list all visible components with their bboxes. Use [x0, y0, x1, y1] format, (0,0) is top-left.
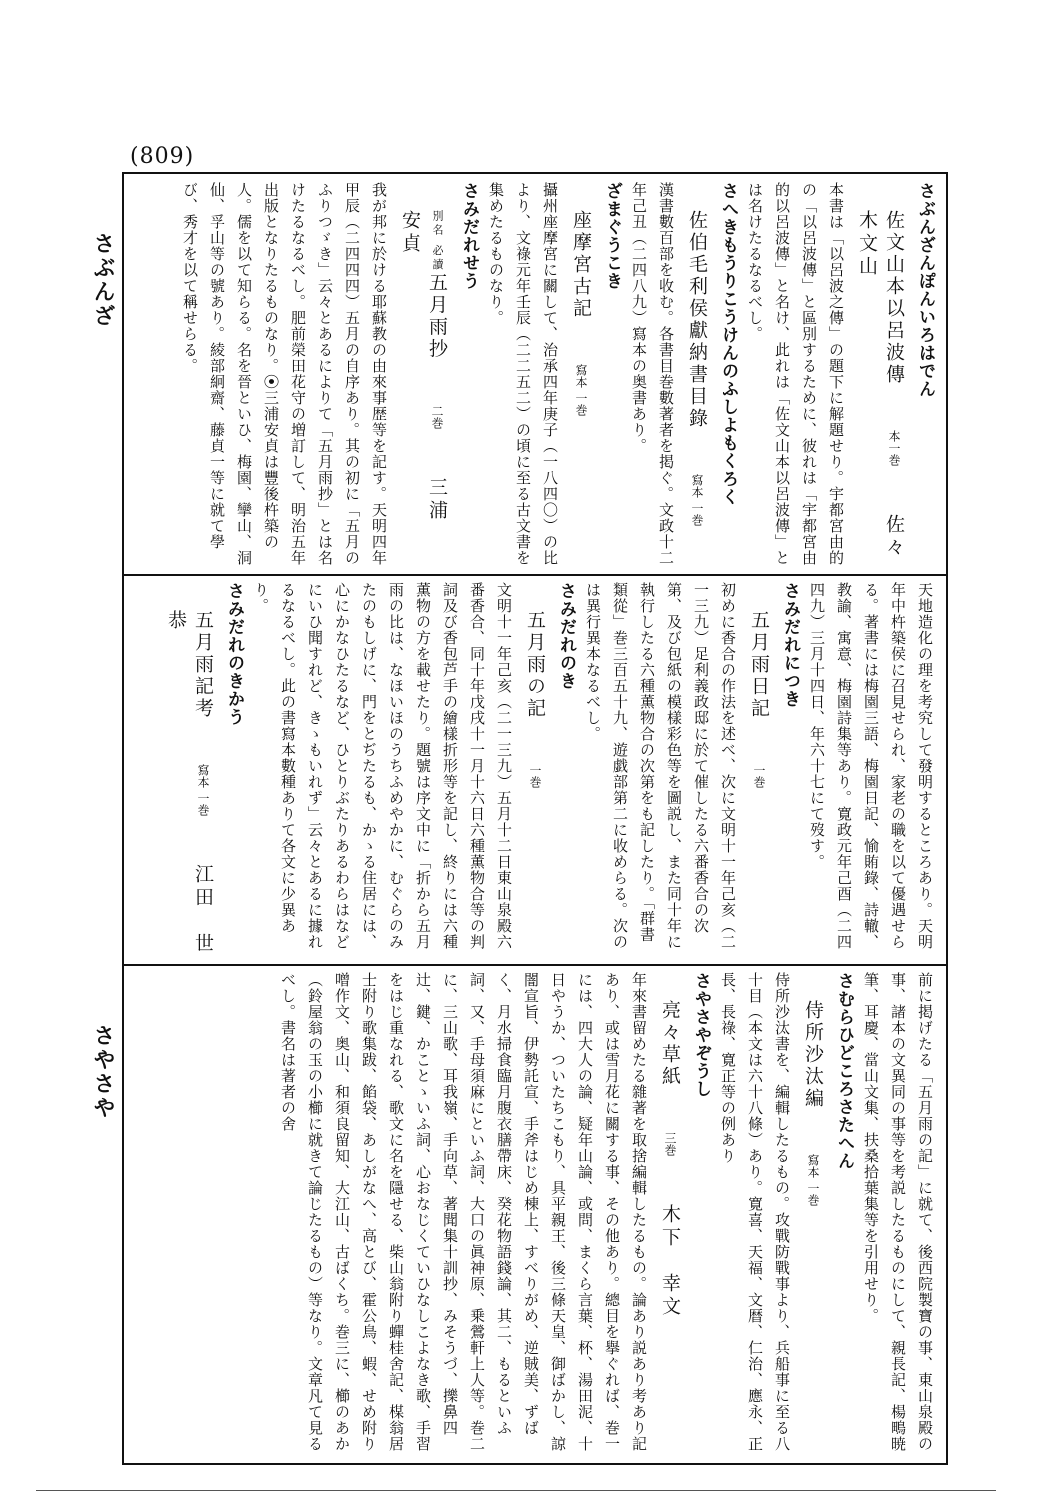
- entry-title: 座摩宮古記: [570, 210, 592, 320]
- entry-reading: さみだれせう: [459, 182, 479, 290]
- entry-volume-note: 寫本 一巻: [196, 764, 210, 816]
- entry-volume-note: 寫本 一巻: [806, 1154, 820, 1206]
- entry-volume-note: 寫本 一巻: [690, 474, 704, 526]
- entry-body: 漢書數百部を收む。各書目巻數著者を掲ぐ。文政十二年己丑（二四八九）寫本の奥書あり。: [630, 182, 675, 566]
- entry-reading: さへきもうりこうけんのふしよもくろく: [718, 182, 738, 506]
- entry-body: 初めに香合の作法を述べ、次に文明十一年己亥（二一三九）足利義政邸に於て催したる六番香合の次第、及び包紙の模樣彩色等を圖説し、また同十年に執行したる六種薫物合の次第をも記したり。「群書類從」巻三百五十九、遊戯部第二に收めらる。次のは異行異本なるべし。: [584, 582, 737, 950]
- entry-heading: [396, 182, 451, 568]
- entry-body: 文明十一年己亥（二一三九）五月十二日東山泉殿六番香合、同十年戊戌十一月十六日六種薫物合等の判詞及び香包芦手の繪樣折形等を記し、終りには六種薫物の方を載せたり。題號は序文中に「折から五月雨の比は、なほいほのうちふめやかに、むぐらのみたのもしげに、門をとぢたるも、かゝる住居には、心にかなひたるなど、ひとりぶたりあるわらはなどにいひ聞すれど、きゝもいれず」云々とあるに據れるなるべし。此の書寫本數種ありて各文に少異あり。: [252, 582, 513, 950]
- entry-heading: [853, 182, 907, 568]
- entry-volume-note: 一巻: [528, 764, 542, 788]
- entry-volume-note: 寫本 一巻: [574, 364, 588, 416]
- margin-label-bottom: さやさや: [90, 1024, 116, 1120]
- entry-body: 前に掲げたる「五月雨の記」に就て、後西院製寶の事、東山泉殿の事、諸本の文異同の事等を考説したるものにして、親長記、楊鴫暁筆、耳慶、當山文集、扶桑拾葉集等を引用せり。: [862, 972, 934, 1452]
- entry-alt-name: 別名 必讀: [431, 210, 444, 273]
- entry-volume-note: 一巻: [752, 764, 766, 788]
- entry-body: 攝州座摩宮に關して、治承四年庚子（一八四〇）の比より、文祿元年壬辰（二二五二）の頃に至る古文書を集めたるものなり。: [487, 182, 559, 566]
- entry-reading: さぶんざんぽんいろはでん: [915, 182, 935, 398]
- margin-label-top: さぶんざ: [90, 232, 116, 328]
- entry-body: 侍所沙汰書を、編輯したるもの。攻戰防戰事より、兵船事に至る八十目（本文は六十八條）あり。寛喜、天福、文暦、仁治、應永、正長、長祿、寛正等の例あり: [719, 972, 791, 1452]
- entry-heading: [745, 582, 772, 958]
- entry-author: 江田 世恭: [165, 610, 214, 956]
- entry-volume-note: 二巻: [430, 404, 444, 429]
- entry-author: 三浦 安貞: [399, 210, 448, 546]
- entry-title: 五月雨抄: [426, 272, 448, 361]
- band-middle: [134, 582, 938, 958]
- entry-title: 五月雨記考: [192, 610, 214, 720]
- entry-heading: [683, 182, 710, 568]
- entry-volume-note: 本一巻: [887, 430, 901, 466]
- entry-volume-note: 三巻: [663, 1132, 677, 1156]
- page-frame: [122, 172, 948, 1465]
- entry-reading: さむらひどころさたへん: [834, 972, 854, 1170]
- entry-reading: ざまぐうこき: [602, 182, 622, 290]
- entry-title: 侍所沙汰編: [802, 1000, 824, 1110]
- entry-body: 年來書留めたる雜著を取捨編輯したるもの。論あり説あり考あり記あり、或は雪月花に關する事、その他あり。總目を擧ぐれば、巻一には、四大人の論、疑年山論、或問、まくら言葉、杯、湯田泥、十日やうか、ついたちこもり、具平親王、後三條天皇、御ばかし、諒闇宣旨、伊勢託宣、手斧はじめ棟上、すべりがめ、逆賊美、ずばく、月水掃食臨月腹衣膳帶床、癸花物語錢論、其二、もるといふ詞、又、手母須麻にといふ詞、大口の眞神原、乗鶯軒上人等。巻二に、三山歌、耳我嶺、手向草、著聞集十訓抄、みそうづ、擽鼻四辻、鍵、かことゝいふ詞、心おなじくていひなしこよなき歌、手習をはじ重なれる、歌文に名を隱せる、柴山翁附り蟬桂舍記、楳翁居士附り歌集跋、餡袋、あしがなへ、高とび、霍公鳥、蝦、せめ附り噌作文、奥山、和須良留知、大江山、古ばくち。巻三に、櫛のあか（鈴屋翁の玉の小櫛に就きて論じたるもの）等なり。文章凡て見るべし。書名は著者の舍: [279, 972, 648, 1452]
- entry-author: 木下 幸文: [659, 1204, 681, 1319]
- band-bottom: [134, 972, 938, 1458]
- page-number: (809): [130, 144, 195, 169]
- entry-reading: さみだれのき: [556, 582, 576, 690]
- entry-title: 佐伯毛利侯獻納書目錄: [686, 210, 708, 430]
- entry-title: 亮々草紙: [659, 1000, 681, 1088]
- entry-heading: [799, 972, 826, 1458]
- entry-reading: さみだれにつき: [780, 582, 800, 708]
- entry-title: 五月雨の記: [524, 610, 546, 720]
- bottom-rule: [36, 1490, 996, 1491]
- entry-heading: [656, 972, 683, 1458]
- entry-heading: [162, 582, 216, 958]
- divider-lower: [124, 964, 946, 966]
- entry-body: 本書は「以呂波之傳」の題下に解題せり。宇都宮由的の「以呂波傳」と區別するために、彼れは「宇都宮由的以呂波傳」と名け、此れは「佐文山本以呂波傳」とは名けたるなるべし。: [746, 182, 845, 566]
- entry-title: 佐文山本以呂波傳: [883, 210, 905, 386]
- entry-author: 佐々木文山: [856, 210, 905, 560]
- entry-reading: さみだれのきかう: [224, 582, 244, 726]
- entry-heading: [521, 582, 548, 958]
- entry-heading: [567, 182, 594, 568]
- entry-body: 天地造化の理を考究して發明するところあり。天明年中杵築侯に召見せられ、家老の職を以て優遇せらる。著書には梅園三語、梅園日記、愉賄錄、詩轍、教諭、寓意、梅園詩集等あり。寛政元年己酉（二四四九）三月十四日、年六十七にて歿す。: [808, 582, 934, 950]
- entry-reading: さやさやぞうし: [691, 972, 711, 1098]
- band-top: [134, 182, 938, 568]
- divider-upper: [124, 574, 946, 576]
- entry-title: 五月雨日記: [748, 610, 770, 720]
- entry-body: 我が邦に於ける耶蘇教の由來事歴等を記す。天明四年甲辰（二四四四）五月の自序あり。其の初に「五月のふりつゞき」云々とあるによりて「五月雨抄」とは名けたるなるべし。肥前榮田花守の増訂して、明治五年出版となりたるものなり。⦿三浦安貞は豐後杵築の人。儒を以て知らる。名を晉といひ、梅園、攣山、洞仙、孚山等の號あり。綾部絅齋、藤貞一等に就て學び、秀才を以て稱せらる。: [181, 182, 388, 566]
